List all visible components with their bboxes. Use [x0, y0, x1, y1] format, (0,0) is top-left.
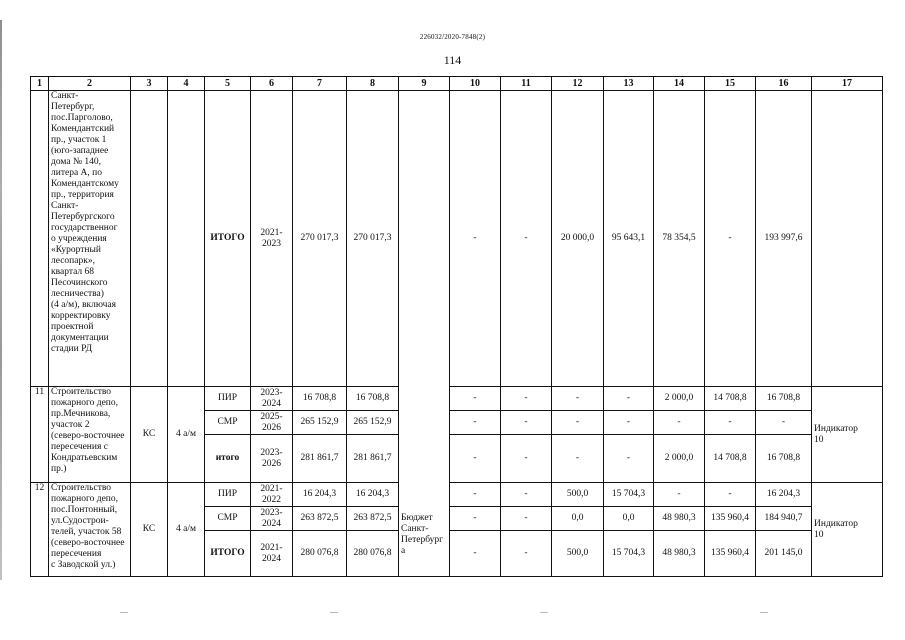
table-cell: 184 940,7: [756, 507, 812, 531]
column-header: 4: [168, 77, 205, 91]
budget-table: [30, 76, 883, 577]
scan-edge: [0, 20, 2, 580]
table-row: [31, 91, 883, 387]
table-cell: 193 997,6: [756, 91, 812, 387]
table-cell: 48 980,3: [654, 531, 705, 577]
document-id: 226032/2020-7848(2): [419, 33, 486, 41]
table-row: [31, 483, 883, 507]
work-type: ПИР: [205, 483, 251, 507]
table-cell: 14 708,8: [705, 387, 756, 411]
work-type: СМР: [205, 507, 251, 531]
table-cell: -: [501, 435, 552, 483]
column-header: 15: [705, 77, 756, 91]
table-cell: 270 017,3: [293, 91, 347, 387]
table-cell: 78 354,5: [654, 91, 705, 387]
table-cell: 500,0: [552, 531, 604, 577]
table-cell: -: [654, 411, 705, 435]
column-header: 11: [501, 77, 552, 91]
table-cell: -: [450, 387, 501, 411]
table-cell: 16 204,3: [347, 483, 399, 507]
funding-source: [399, 91, 450, 577]
table-cell: -: [552, 435, 604, 483]
years: 2021- 2022: [251, 483, 293, 507]
table-cell: 135 960,4: [705, 507, 756, 531]
table-cell: -: [756, 411, 812, 435]
table-cell: 135 960,4: [705, 531, 756, 577]
indicator-cell: Индикатор 10: [812, 483, 883, 577]
table-cell: 280 076,8: [293, 531, 347, 577]
table-cell: -: [450, 507, 501, 531]
table-cell: 2 000,0: [654, 435, 705, 483]
table-cell: 14 708,8: [705, 435, 756, 483]
table-cell: КС: [131, 483, 168, 577]
object-name: Строительство пожарного депо, пос.Понтонный, ул.Судострои- телей, участок 58 (северо-восточнее пересечения с Заводской ул.): [49, 483, 131, 577]
page-number: 114: [443, 53, 462, 67]
table-cell: 270 017,3: [347, 91, 399, 387]
table-row: [31, 387, 883, 411]
table-cell: 95 643,1: [604, 91, 654, 387]
column-header: 6: [251, 77, 293, 91]
table-cell: -: [501, 507, 552, 531]
work-type: итого: [205, 435, 251, 483]
funding-source-label: Бюджет Санкт- Петербург а: [401, 513, 444, 556]
table-cell: 4 а/м: [168, 387, 205, 483]
table-cell: -: [501, 411, 552, 435]
table-cell: 15 704,3: [604, 531, 654, 577]
table-cell: [812, 91, 883, 387]
table-cell: 263 872,5: [293, 507, 347, 531]
table-cell: 265 152,9: [347, 411, 399, 435]
table-cell: 263 872,5: [347, 507, 399, 531]
table-cell: [168, 91, 205, 387]
years: 2023- 2026: [251, 435, 293, 483]
column-header: 13: [604, 77, 654, 91]
table-cell: 201 145,0: [756, 531, 812, 577]
column-header: 10: [450, 77, 501, 91]
table-cell: 16 708,8: [756, 435, 812, 483]
table-cell: -: [604, 411, 654, 435]
table-cell: [131, 91, 168, 387]
column-header: 2: [49, 77, 131, 91]
indicator-cell: Индикатор 10: [812, 387, 883, 483]
table-cell: -: [705, 411, 756, 435]
column-header: 12: [552, 77, 604, 91]
table-cell: -: [450, 435, 501, 483]
table-cell: -: [450, 531, 501, 577]
table-cell: -: [552, 387, 604, 411]
column-header: 8: [347, 77, 399, 91]
column-header: 5: [205, 77, 251, 91]
table-cell: 281 861,7: [347, 435, 399, 483]
table-cell: 16 708,8: [293, 387, 347, 411]
object-name: Санкт- Петербург, пос.Парголово, Комендантский пр., участок 1 (юго-западнее дома № 140, литера А, по Комендантскому пр., территория Санкт- Петербургского государственног о учреждения «Курортный лесопарк», квартал 68 Песочинского лесничества) (4 а/м), включая корректировку проектной документации стадии РД: [49, 91, 131, 387]
row-number-cell: 11: [31, 387, 49, 483]
table-cell: 4 а/м: [168, 483, 205, 577]
work-type: СМР: [205, 411, 251, 435]
table-cell: 281 861,7: [293, 435, 347, 483]
table-cell: 16 708,8: [347, 387, 399, 411]
table-cell: 2 000,0: [654, 387, 705, 411]
years: 2023- 2024: [251, 507, 293, 531]
table-cell: -: [450, 483, 501, 507]
table-cell: -: [450, 91, 501, 387]
table-cell: 20 000,0: [552, 91, 604, 387]
column-header: 7: [293, 77, 347, 91]
table-cell: 0,0: [552, 507, 604, 531]
column-number-row: [31, 77, 883, 91]
column-header: 16: [756, 77, 812, 91]
table-cell: 500,0: [552, 483, 604, 507]
column-header: 17: [812, 77, 883, 91]
table-cell: -: [501, 387, 552, 411]
table-cell: -: [501, 91, 552, 387]
object-name: Строительство пожарного депо, пр.Мечникова, участок 2 (северо-восточнее пересечения с Кондратьевским пр.): [49, 387, 131, 483]
work-type: ИТОГО: [205, 531, 251, 577]
table-cell: 48 980,3: [654, 507, 705, 531]
table-cell: КС: [131, 387, 168, 483]
table-cell: 16 204,3: [293, 483, 347, 507]
work-type: ИТОГО: [205, 91, 251, 387]
column-header: 9: [399, 77, 450, 91]
table-cell: -: [604, 435, 654, 483]
years: 2023- 2024: [251, 387, 293, 411]
years: 2021- 2024: [251, 531, 293, 577]
column-header: 14: [654, 77, 705, 91]
table-cell: -: [705, 91, 756, 387]
years: 2025- 2026: [251, 411, 293, 435]
table-cell: -: [501, 483, 552, 507]
column-header: 1: [31, 77, 49, 91]
work-type: ПИР: [205, 387, 251, 411]
scan-noise: [0, 612, 905, 622]
years: 2021- 2023: [251, 91, 293, 387]
table-cell: 15 704,3: [604, 483, 654, 507]
column-header: 3: [131, 77, 168, 91]
table-cell: 16 204,3: [756, 483, 812, 507]
table-cell: 0,0: [604, 507, 654, 531]
row-number-cell: [31, 91, 49, 387]
table-cell: -: [501, 531, 552, 577]
table-cell: 265 152,9: [293, 411, 347, 435]
table-cell: -: [654, 483, 705, 507]
table-cell: 16 708,8: [756, 387, 812, 411]
table-cell: -: [450, 411, 501, 435]
table-cell: -: [604, 387, 654, 411]
row-number-cell: 12: [31, 483, 49, 577]
table-cell: 280 076,8: [347, 531, 399, 577]
table-cell: -: [552, 411, 604, 435]
table-cell: -: [705, 483, 756, 507]
